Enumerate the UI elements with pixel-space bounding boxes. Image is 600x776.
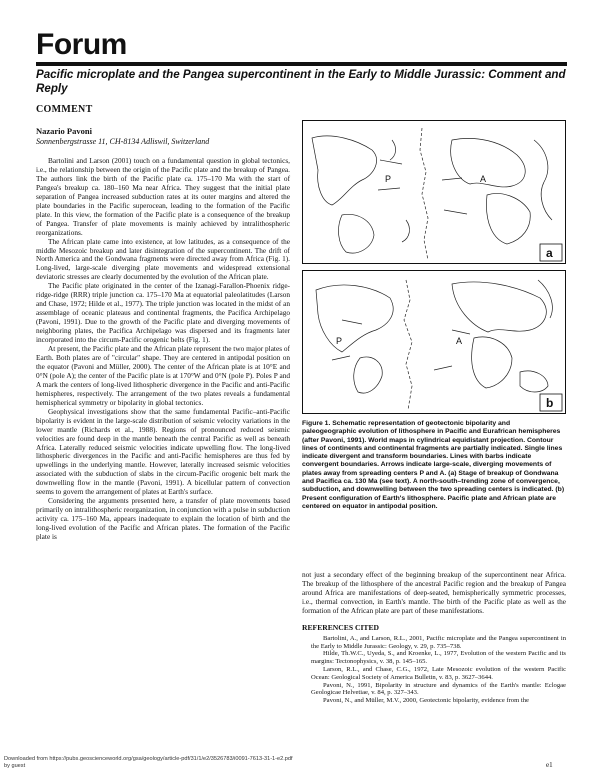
- pole-p-label-a: P: [385, 174, 392, 184]
- paragraph: The African plate came into existence, at low latitudes, as a consequence of the middle Mesozoic breakup and later disintegration of the supercontinent. The drift of North America and the Gondwana fragments were directed away from Africa (Fig. 1). Long-lived, large-scale diverging plate movements and widespread extensional deviatoric stresses are clearly documented by the evolution of the African plate.: [36, 236, 290, 282]
- paragraph: Considering the arguments presented here, a transfer of plate movements based primarily on intralithospheric reorganization, in conjunction with a pulse in subduction activity ca. 175–160 Ma, appears inadequate to explain the location of birth and the long-lived evolution of the Pacific and African plates. The formation of the Pacific plate is: [36, 496, 290, 542]
- section-masthead: Forum: [36, 28, 127, 61]
- page-number: e1: [546, 761, 553, 769]
- right-column-body: [302, 571, 566, 705]
- reference-item: Pavoni, N., and Müller, M.V., 2000, Geotectonic bipolarity, evidence from the: [323, 697, 529, 705]
- reference-item: Pavoni, N., 1991, Bipolarity in structure and dynamics of the Earth's mantle: Eclogae Geologicae Helvetiae, v. 84, p. 327–343.: [311, 681, 566, 697]
- world-maps: [302, 120, 566, 414]
- left-column-body: [36, 157, 290, 542]
- download-guest: by guest: [4, 762, 26, 769]
- reference-item: Bartolini, A., and Larson, R.L., 2001, Pacific microplate and the Pangea supercontinent in the Early to Middle Jurassic: Geology, v. 29, p. 735–738.: [311, 634, 566, 650]
- paragraph: Geophysical investigations show that the same fundamental Pacific–anti-Pacific bipolarity is evident in the large-scale distribution of seismic velocity variations in the lower mantle (Richards et al., 1988). Regions of pronounced reduced seismic velocities are found deep in the mantle beneath the central Pacific as well as beneath Africa. Laterally reduced seismic velocities indicate upwelling flow. The long-lived lithospheric divergences in the Pacific and anti-Pacific hemispheres are thus fed by upwellings in the underlying mantle. However, laterally increased seismic velocities associated with the subduction of slabs in the circum-Pacific orogenic belt mark the downwelling flow in the mantle (Pavoni, 1991). A bicellular pattern of convection seems to govern the arrangement of plates at Earth's surface.: [36, 406, 290, 497]
- paragraph: At present, the Pacific plate and the African plate represent the two major plates of Earth. Both plates are of "circular" shape. They are centered in antipodal position on the equator (Pavoni and Müller, 2000). The center of the African plate is at 10°E and 0°N (pole A); the center of the Pacific plate is at 170°W and 0°N (pole P). Poles P and A mark the centers of long-lived lithospheric divergence in the Pacific and anti-Pacific hemispheres, respectively. The arrangement of the two plates reveals a fundamental hemispherical symmetry or bipolarity in global tectonics.: [36, 344, 290, 407]
- reference-item: Hilde, Th.W.C., Uyeda, S., and Kroenke, L., 1977, Evolution of the western Pacific and its margins: Tectonophysics, v. 38, p. 145–165.: [311, 650, 566, 666]
- pole-a-label-a: A: [480, 174, 487, 184]
- download-footer: [4, 756, 293, 769]
- map-panel-a: [303, 121, 566, 264]
- figure-1: [302, 120, 566, 414]
- pole-a-label-b: A: [456, 336, 463, 346]
- paragraph: Bartolini and Larson (2001) touch on a fundamental question in global tectonics, i.e., the relationship between the origin of the Pacific plate and the breakup of Pangea. The authors link the birth of the Pacific plate ca. 175–170 Ma with the start of Pangea's breakup ca. 180–160 Ma near Africa. They suggest that the initial plate separation of Pangea increased subduction rates at its outer margins and altered the plate boundaries in the Pacific superocean, leading to the formation of the Pacific plate. In this view, the formation of the Pacific plate is a consequence of the breakup of Pangea. Transfer of plate movements is mainly achieved by intralithospheric reorganizations.: [36, 156, 290, 237]
- paragraph: The Pacific plate originated in the center of the Izanagi-Farallon-Phoenix ridge-ridge-ridge (RRR) triple junction ca. 175–170 Ma at equatorial paleolatitudes (Larson and Chase, 1972; Hilde et al., 1977). The triple junction was located in the midst of an assemblage of oceanic plateaus and continental fragments, the Pacifica Archipelago (Pavoni, 1991). Due to the growth of the Pacific plate and diverging movements of neighboring plates, the Pacifica Archipelago was dispersed and its fragments later incorporated into the circum-Pacific orogenic belts (Fig. 1).: [36, 281, 290, 345]
- references-heading: REFERENCES CITED: [302, 622, 380, 632]
- author-affiliation: Sonnenbergstrasse 11, CH-8134 Adliswil, Switzerland: [36, 137, 210, 146]
- panel-b-label: b: [546, 396, 554, 410]
- figure-caption: Figure 1. Schematic representation of geotectonic bipolarity and paleogeographic evolution of lithosphere in Pacific and Eurafrican hemispheres (after Pavoni, 1991). World maps in cylindrical equidistant projection. Contour lines of continents and continental fragments are partially indicated. Single lines indicate divergent and transform boundaries. Lines with barbs indicate convergent boundaries. Arrows indicate large-scale, diverging movements of plates away from spreading centers P and A. (a) Stage of breakup of Gondwana and Pacifica ca. 130 Ma (see text). A north-south–trending zone of convergence, subduction, and downwelling between the two spreading centers is indicated. (b) Present configuration of Earth's lithosphere. Pacific plate and African plate are centered on equator in antipodal position.: [302, 420, 565, 510]
- article-title: Pacific microplate and the Pangea supercontinent in the Early to Middle Jurassic: Comment and Reply: [36, 68, 566, 95]
- masthead-rule: [36, 62, 567, 66]
- reference-item: Larson, R.L., and Chase, C.G., 1972, Late Mesozoic evolution of the western Pacific Ocean: Geological Society of America Bulletin, v. 83, p. 3627–3644.: [311, 665, 566, 681]
- author-name: Nazario Pavoni: [36, 126, 92, 136]
- download-link[interactable]: Downloaded from https://pubs.geoscienceworld.org/gsa/geology/article-pdf/31/1/e2/3526783/i0091-7613-31-1-e2.pdf: [4, 756, 293, 762]
- comment-heading: COMMENT: [36, 104, 93, 115]
- pole-p-label-b: P: [336, 336, 343, 346]
- paragraph-continuation: not just a secondary effect of the beginning breakup of the supercontinent near Africa. The breakup of the lithosphere of the ancestral Pacific region and the breakup of Pangea around Africa are manifestations of deep-seated, hemispherically symmetric processes, i.e., thermal convection, in Earth's mantle. The birth of the Pacific plate as well as the formation of the African plate are part of these manifestations.: [302, 570, 566, 615]
- panel-a-label: a: [546, 246, 553, 260]
